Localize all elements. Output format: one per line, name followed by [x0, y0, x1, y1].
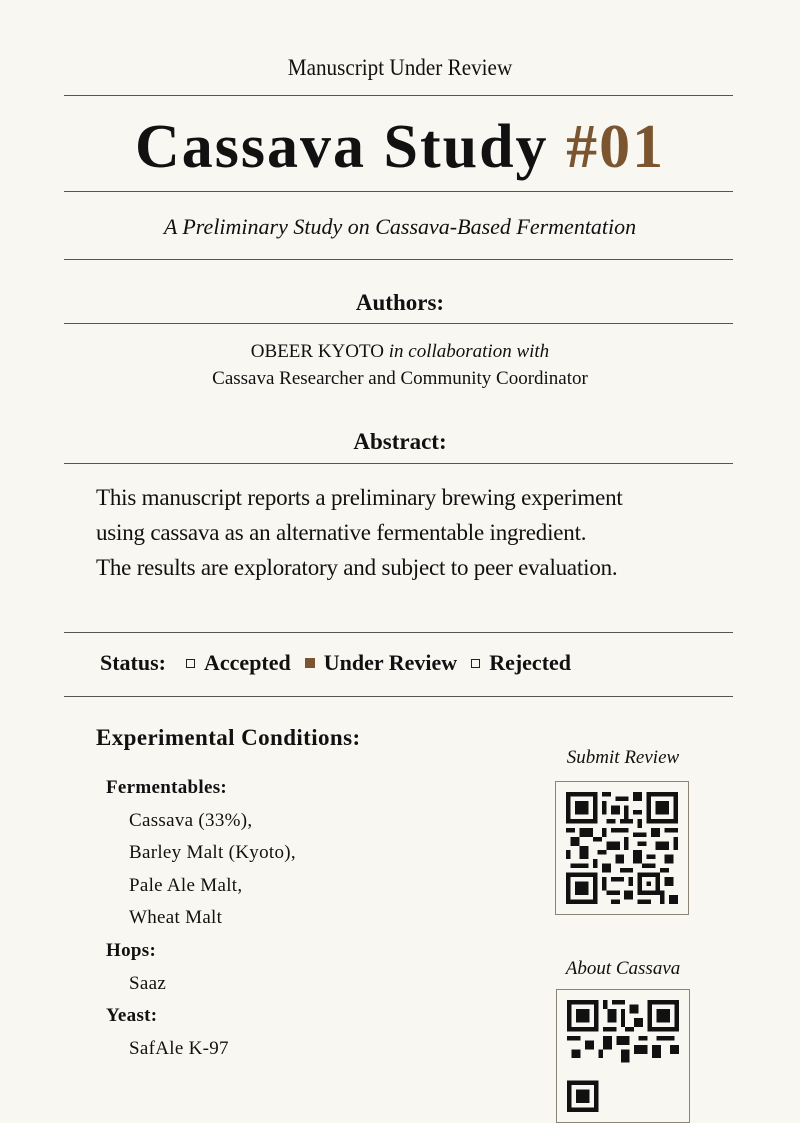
checkbox-empty-icon[interactable]: [186, 659, 195, 668]
qr-label-about-cassava: About Cassava: [565, 958, 681, 979]
fermentables-label: Fermentables:: [106, 777, 228, 798]
status-option-accepted[interactable]: [186, 650, 291, 676]
title-main: Cassava Study: [134, 113, 567, 181]
conditions-list: [106, 772, 296, 1065]
divider: [64, 95, 733, 96]
title-number: #01: [566, 113, 666, 181]
abstract-line: This manuscript reports a preliminary brewing experiment: [96, 485, 623, 510]
qr-code-icon: [567, 1000, 679, 1112]
status-option-label: Rejected: [489, 650, 572, 675]
checkbox-empty-icon[interactable]: [471, 659, 480, 668]
yeast-label: Yeast:: [106, 1005, 158, 1027]
authors-block: [0, 338, 800, 392]
checkbox-checked-icon[interactable]: [305, 658, 315, 668]
status-label: Status:: [100, 650, 167, 675]
abstract-text: [96, 480, 736, 585]
abstract-line: The results are exploratory and subject to peer evaluation.: [96, 555, 618, 580]
divider: [64, 632, 733, 633]
divider: [64, 259, 733, 260]
subtitle: A Preliminary Study on Cassava-Based Fermentation: [163, 214, 637, 239]
abstract-heading: Abstract:: [353, 429, 447, 454]
status-option-under-review[interactable]: [305, 650, 457, 676]
author-connector: in collaboration with: [388, 341, 550, 362]
abstract-line: using cassava as an alternative fermentable ingredient.: [96, 520, 587, 545]
about-cassava-qr[interactable]: [556, 989, 690, 1123]
manuscript-kicker: Manuscript Under Review: [287, 55, 513, 80]
hops-label: Hops:: [106, 939, 157, 961]
divider: [64, 696, 733, 697]
conditions-heading: Experimental Conditions:: [96, 725, 361, 750]
divider: [64, 191, 733, 192]
yeast-item: SafAle K-97: [129, 1037, 229, 1059]
status-option-label: Accepted: [204, 650, 291, 675]
fermentable-item: Cassava (33%),: [129, 809, 253, 831]
qr-code-icon: [566, 792, 678, 904]
qr-label-submit-review: Submit Review: [566, 747, 680, 768]
author-secondary: Cassava Researcher and Community Coordinator: [212, 368, 588, 389]
fermentable-item: Pale Ale Malt,: [129, 874, 243, 896]
author-primary: OBEER KYOTO: [250, 341, 384, 362]
hops-item: Saaz: [129, 972, 167, 994]
divider: [64, 323, 733, 324]
status-row: [100, 650, 585, 676]
page-title: [0, 108, 800, 186]
fermentable-item: Wheat Malt: [129, 907, 223, 929]
status-option-label: Under Review: [323, 650, 458, 675]
authors-heading: Authors:: [355, 290, 445, 315]
status-option-rejected[interactable]: [471, 650, 571, 676]
fermentable-item: Barley Malt (Kyoto),: [129, 842, 296, 864]
divider: [64, 463, 733, 464]
submit-review-qr[interactable]: [555, 781, 689, 915]
